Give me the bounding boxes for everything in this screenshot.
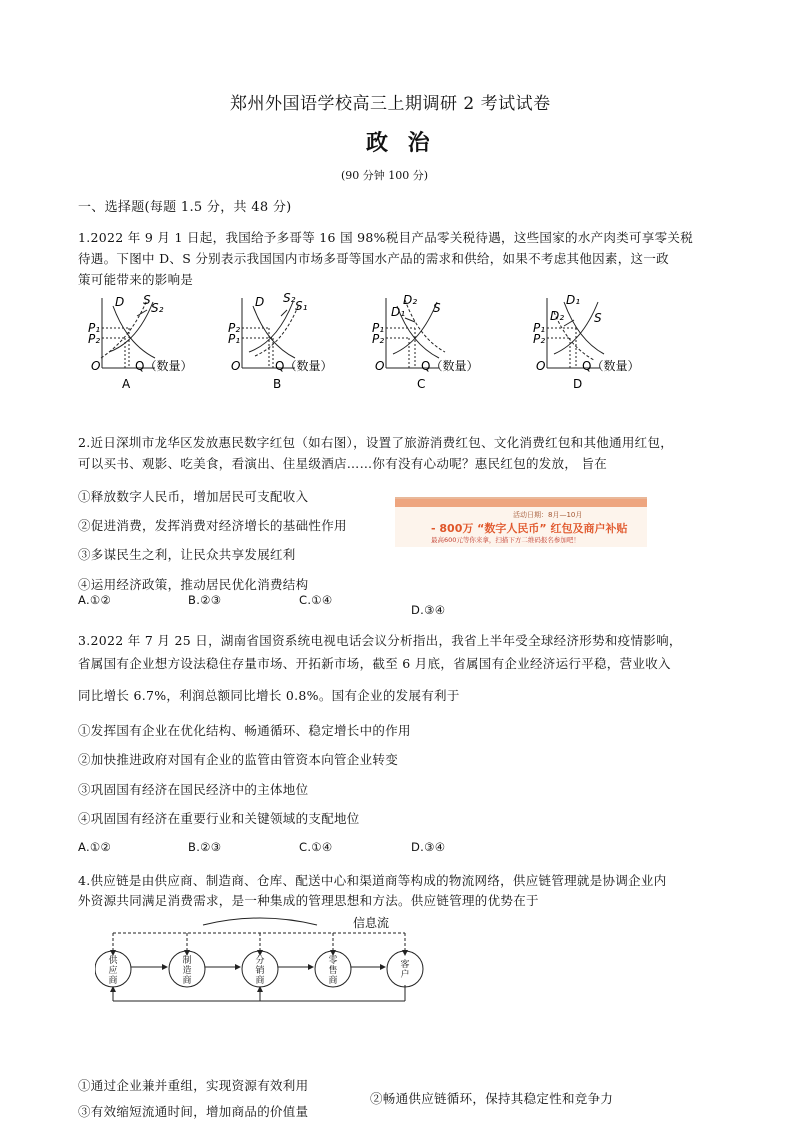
- graph-d-p2-label: P₂: [533, 332, 546, 346]
- graph-a-p2-label: P₂: [88, 332, 101, 346]
- graph-c-q-label: Q（数量）: [421, 359, 479, 373]
- q4-line2: 外资源共同满足消费需求，是一种集成的管理思想和方法。供应链管理的优势在于: [78, 893, 539, 908]
- q4-line1: 4.供应链是由供应商、制造商、仓库、配送中心和渠道商等构成的物流网络，供应链管理就是协调企业内: [78, 873, 667, 888]
- q2-line2: 可以买书、观影、吃美食，看演出、住星级酒店……你有没有心动呢？惠民红包的发放， 旨在: [78, 456, 608, 471]
- diagram-top-label: 信息流: [353, 916, 390, 930]
- graph-c-letter: C: [417, 377, 426, 391]
- q3-option-2: ②加快推进政府对国有企业的监管由管资本向管企业转变: [78, 752, 399, 767]
- graph-b-s2-label: S₂: [283, 292, 296, 305]
- graph-b-s1-label: S₁: [295, 299, 308, 313]
- q3-option-3: ③巩固国有经济在国民经济中的主体地位: [78, 782, 309, 797]
- graph-a: [85, 292, 195, 392]
- q1-line3: 策可能带来的影响是: [78, 272, 194, 287]
- graph-b-p2-label: P₂: [228, 321, 241, 335]
- svg-text:造: 造: [182, 966, 192, 976]
- section-heading: 一、选择题(每题 1.5 分，共 48 分): [78, 200, 292, 215]
- graph-c-p2-label: P₂: [372, 332, 385, 346]
- graph-c-p1-label: P₁: [372, 321, 385, 335]
- graph-d: [530, 292, 650, 392]
- graph-c-d1-label: D₁: [391, 305, 406, 319]
- node-distributor-c1: 分: [255, 956, 265, 966]
- graph-a-d-label: D: [115, 295, 125, 309]
- graph-a-shift-arrow: [137, 310, 147, 316]
- q3-line1: 3.2022 年 7 月 25 日，湖南省国资系统电视电话会议分析指出，我省上半年受全球经济形势和疫情影响，: [78, 633, 682, 648]
- subject-title: 政 治: [366, 130, 436, 156]
- graph-b-shift-arrow: [281, 310, 287, 316]
- graph-d-letter: D: [573, 377, 583, 391]
- q2-option-2: ②促进消费，发挥消费对经济增长的基础性作用: [78, 518, 347, 533]
- node-customer-c1: 客: [400, 960, 410, 970]
- svg-text:销: 销: [255, 966, 265, 976]
- supply-chain-diagram: [95, 915, 435, 1005]
- graph-c: [369, 292, 489, 392]
- q4-option-3: ③有效缩短流通时间，增加商品的价值量: [78, 1104, 309, 1119]
- q3-choice-a: A.①②: [78, 840, 112, 854]
- graph-d-d2-label: D₂: [550, 309, 565, 323]
- svg-text:户: 户: [400, 970, 410, 980]
- svg-text:应: 应: [108, 966, 118, 976]
- node-retailer-c1: 零: [328, 956, 338, 966]
- info-flow-arc: [203, 918, 317, 925]
- graph-b: [225, 292, 335, 392]
- q1-line1: 1.2022 年 9 月 1 日起，我国给予多哥等 16 国 98%税目产品零关税待遇，这些国家的水产肉类可享零关税: [78, 230, 694, 245]
- q3-choice-c: C.①④: [299, 840, 333, 854]
- graph-d-p1-label: P₁: [533, 321, 546, 335]
- graph-b-supply-curve: [249, 302, 293, 352]
- q1-line2: 待遇。下图中 D、S 分别表示我国国内市场多哥等国水产品的需求和供给，如果不考虑其他因素，这一政: [78, 251, 669, 266]
- q4-option-1: ①通过企业兼并重组，实现资源有效利用: [78, 1078, 309, 1093]
- graph-a-q-label: Q（数量）: [135, 359, 193, 373]
- q4-option-2: ②畅通供应链循环，保持其稳定性和竞争力: [370, 1091, 614, 1106]
- q2-choice-a: A.①②: [78, 593, 112, 607]
- graph-b-q-label: Q（数量）: [275, 359, 333, 373]
- graph-a-s2-label: S₂: [151, 301, 164, 315]
- q3-choice-b: B.②③: [188, 840, 222, 854]
- time-score: (90 分钟 100 分): [341, 169, 429, 182]
- graph-a-s-label: S: [143, 293, 151, 307]
- graph-b-letter: B: [273, 377, 282, 391]
- graph-d-d1-label: D₁: [566, 293, 581, 307]
- q2-line1: 2.近日深圳市龙华区发放惠民数字红包（如右图），设置了旅游消费红包、文化消费红包和其他通用红包，: [78, 435, 674, 450]
- q2-option-3: ③多谋民生之利，让民众共享发展红利: [78, 547, 296, 562]
- q2-option-1: ①释放数字人民币，增加居民可支配收入: [78, 489, 309, 504]
- graph-b-supply-shift: [255, 304, 299, 356]
- svg-text:售: 售: [328, 966, 338, 976]
- graph-d-shift-arrow: [564, 320, 574, 326]
- graph-b-origin: O: [231, 359, 241, 373]
- q3-option-1: ①发挥国有企业在优化结构、畅通循环、稳定增长中的作用: [78, 723, 411, 738]
- banner-detail: 最高600元等你来拿，扫描下方二维码报名参加吧！: [431, 536, 580, 544]
- graph-d-s-label: S: [594, 311, 602, 325]
- q3-line2: 省属国有企业想方设法稳住存量市场、开拓新市场，截至 6 月底，省属国有企业经济运行平稳，营业收入: [78, 656, 671, 671]
- graph-d-origin: O: [536, 359, 546, 373]
- graph-a-origin: O: [91, 359, 101, 373]
- q3-choice-d: D.③④: [411, 840, 446, 854]
- q2-choice-c: C.①④: [299, 593, 333, 607]
- q3-option-4: ④巩固国有经济在重要行业和关键领域的支配地位: [78, 811, 360, 826]
- graph-a-letter: A: [122, 377, 131, 391]
- graph-d-q-label: Q（数量）: [582, 359, 640, 373]
- graph-b-d-label: D: [255, 295, 265, 309]
- graph-b-p1-label: P₁: [228, 332, 241, 346]
- svg-text:商: 商: [182, 976, 192, 986]
- graph-c-s-label: S: [433, 301, 441, 315]
- graph-b-demand-curve: [253, 306, 295, 358]
- svg-text:商: 商: [328, 976, 338, 986]
- node-supplier-c1: 供: [108, 956, 118, 966]
- banner-activity-time: 活动日期：8月—10月: [513, 511, 583, 519]
- graph-a-p1-label: P₁: [88, 321, 101, 335]
- svg-text:商: 商: [255, 976, 265, 986]
- graph-a-demand-curve: [113, 306, 155, 358]
- svg-text:商: 商: [108, 976, 118, 986]
- q2-choice-b: B.②③: [188, 593, 222, 607]
- q2-option-4: ④运用经济政策，推动居民优化消费结构: [78, 577, 309, 592]
- q3-line3: 同比增长 6.7%，利润总额同比增长 0.8%。国有企业的发展有利于: [78, 688, 460, 703]
- graph-c-origin: O: [375, 359, 385, 373]
- q2-choice-d: D.③④: [411, 603, 446, 617]
- exam-title: 郑州外国语学校高三上期调研 2 考试试卷: [230, 94, 551, 114]
- banner-headline: - 800万 “数字人民币” 红包及商户补贴: [431, 522, 628, 535]
- graph-a-supply-curve: [109, 302, 153, 352]
- graph-c-d2-label: D₂: [403, 293, 418, 307]
- red-packet-banner: [395, 497, 647, 547]
- node-manufacturer-c1: 制: [182, 956, 192, 966]
